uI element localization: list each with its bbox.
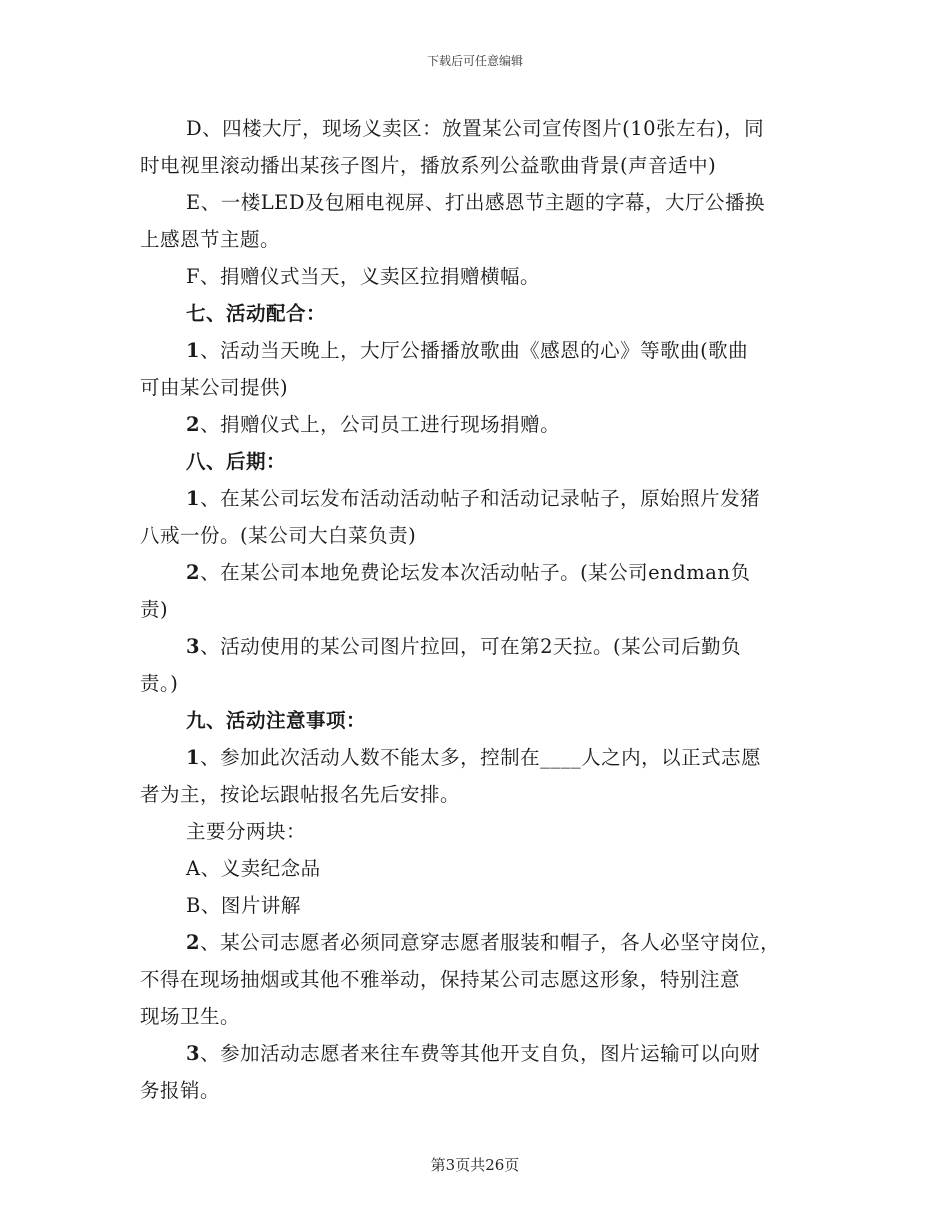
paragraph-part-b: B、图片讲解	[186, 894, 301, 917]
paragraph-8-3: 3、活动使用的某公司图片拉回，可在第2天拉。(某公司后勤负 责。)	[140, 635, 742, 695]
paragraph-9-3: 3、参加活动志愿者来往车费等其他开支自负，图片运输可以向财 务报销。	[140, 1042, 761, 1102]
page-footer: 第3页共26页	[430, 1156, 520, 1174]
paragraph-8-2: 2、在某公司本地免费论坛发本次活动帖子。(某公司endman负 责)	[140, 561, 751, 621]
section-heading-9: 九、活动注意事项：	[186, 709, 367, 732]
paragraph-8-1: 1、在某公司坛发布活动活动帖子和活动记录帖子，原始照片发猪 八戒一份。(某公司大白菜负责)	[140, 487, 761, 547]
paragraph-9-2: 2、某公司志愿者必须同意穿志愿者服装和帽子，各人必坚守岗位， 不得在现场抽烟或其他不雅举动，保持某公司志愿这形象，特别注意 现场卫生。	[140, 931, 781, 1028]
paragraph-part-a: A、义卖纪念品	[186, 857, 321, 880]
paragraph-e: E、一楼LED及包厢电视屏、打出感恩节主题的字幕，大厅公播换 上感恩节主题。	[140, 191, 766, 251]
paragraph-two-parts: 主要分两块：	[186, 820, 307, 843]
section-heading-8: 八、后期：	[186, 450, 287, 473]
paragraph-7-1: 1、活动当天晚上，大厅公播播放歌曲《感恩的心》等歌曲(歌曲 可由某公司提供)	[140, 339, 749, 399]
section-heading-7: 七、活动配合：	[186, 302, 327, 325]
paragraph-d: D、四楼大厅，现场义卖区：放置某公司宣传图片(10张左右)，同 时电视里滚动播出某孩子图片，播放系列公益歌曲背景(声音适中)	[140, 117, 765, 177]
page-header: 下载后可任意编辑	[426, 54, 523, 68]
paragraph-9-1: 1、参加此次活动人数不能太多，控制在____人之内，以正式志愿 者为主，按论坛跟帖报名先后安排。	[140, 746, 762, 806]
paragraph-f: F、捐赠仪式当天，义卖区拉捐赠横幅。	[186, 265, 541, 288]
document-body	[140, 110, 810, 1109]
paragraph-7-2: 2、捐赠仪式上，公司员工进行现场捐赠。	[186, 413, 561, 436]
